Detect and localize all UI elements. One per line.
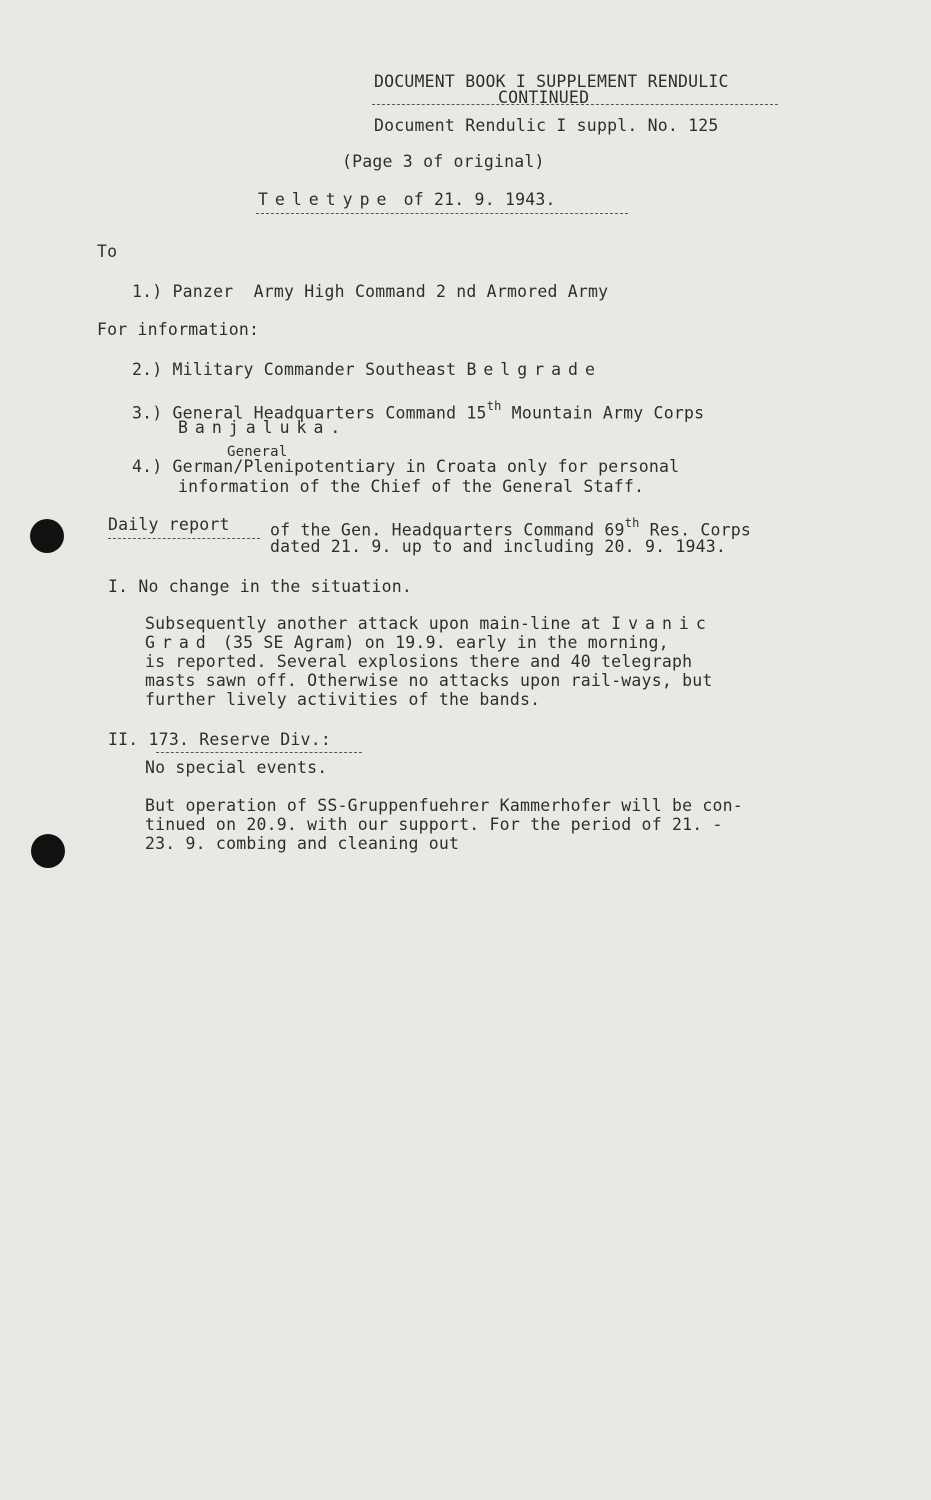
section-1-place-2: Grad xyxy=(145,633,213,652)
recipient-4-line1: 4.) German/Plenipotentiary in Croata only for personal xyxy=(132,457,680,476)
daily-report-underline xyxy=(108,538,260,539)
section-1-line2 xyxy=(145,633,669,653)
daily-report-text-a: of the Gen. Headquarters Command 69 xyxy=(270,520,625,540)
recipient-4-line2: information of the Chief of the General Staff. xyxy=(178,477,645,496)
document-number: Document Rendulic I suppl. No. 125 xyxy=(374,116,719,135)
section-2-heading xyxy=(108,730,331,750)
recipient-3-text-a: 3.) General Headquarters Command 15 xyxy=(132,403,487,423)
punch-hole-bottom xyxy=(31,834,65,868)
section-1-line2-text: (35 SE Agram) on 19.9. early in the morning, xyxy=(222,633,669,652)
recipient-3-place: Banjaluka. xyxy=(178,418,348,437)
recipient-4-insert: General xyxy=(227,444,288,460)
recipient-1: 1.) Panzer Army High Command 2 nd Armored Army xyxy=(132,282,609,301)
recipient-3-text-b: Mountain Army Corps xyxy=(501,403,705,423)
section-2-line1: But operation of SS-Gruppenfuehrer Kammerhofer will be con- xyxy=(145,796,743,815)
teletype-word: Teletype xyxy=(258,190,394,209)
daily-report-sup: th xyxy=(624,516,640,530)
daily-report-line2: dated 21. 9. up to and including 20. 9. 1943. xyxy=(270,537,727,556)
section-2-line2: tinued on 20.9. with our support. For the period of 21. - xyxy=(145,815,723,834)
teletype-title xyxy=(258,190,556,210)
section-2-title: 173. Reserve Div.: xyxy=(148,730,331,749)
section-1-line5: further lively activities of the bands. xyxy=(145,690,541,709)
to-label: To xyxy=(97,242,118,261)
title-underline xyxy=(256,213,628,214)
for-information-label: For information: xyxy=(97,320,260,339)
section-1-line3: is reported. Several explosions there and 40 telegraph xyxy=(145,652,693,671)
daily-report-label: Daily report xyxy=(108,515,230,534)
section-1-line4: masts sawn off. Otherwise no attacks upon rail-ways, but xyxy=(145,671,713,690)
header-title: DOCUMENT BOOK I SUPPLEMENT RENDULIC xyxy=(374,72,729,91)
teletype-date: of 21. 9. 1943. xyxy=(403,190,556,209)
section-1-line1-text: Subsequently another attack upon main-line at xyxy=(145,614,602,633)
section-2-text1: No special events. xyxy=(145,758,328,777)
section-2-line3: 23. 9. combing and cleaning out xyxy=(145,834,460,853)
header-continued: CONTINUED xyxy=(498,88,590,107)
recipient-2 xyxy=(132,360,602,380)
section-2-underline xyxy=(156,752,362,753)
daily-report-text-b: Res. Corps xyxy=(639,520,752,540)
section-1-heading: I. No change in the situation. xyxy=(108,577,413,596)
recipient-2-text: 2.) Military Commander Southeast xyxy=(132,360,457,379)
section-2-number: II. xyxy=(108,730,139,749)
recipient-3-sup: th xyxy=(486,399,502,413)
recipient-2-place: Belgrade xyxy=(466,360,602,379)
punch-hole-top xyxy=(30,519,64,553)
section-1-place-1: Ivanic xyxy=(611,614,713,633)
section-1-line1 xyxy=(145,614,713,634)
page-reference: (Page 3 of original) xyxy=(342,152,545,171)
